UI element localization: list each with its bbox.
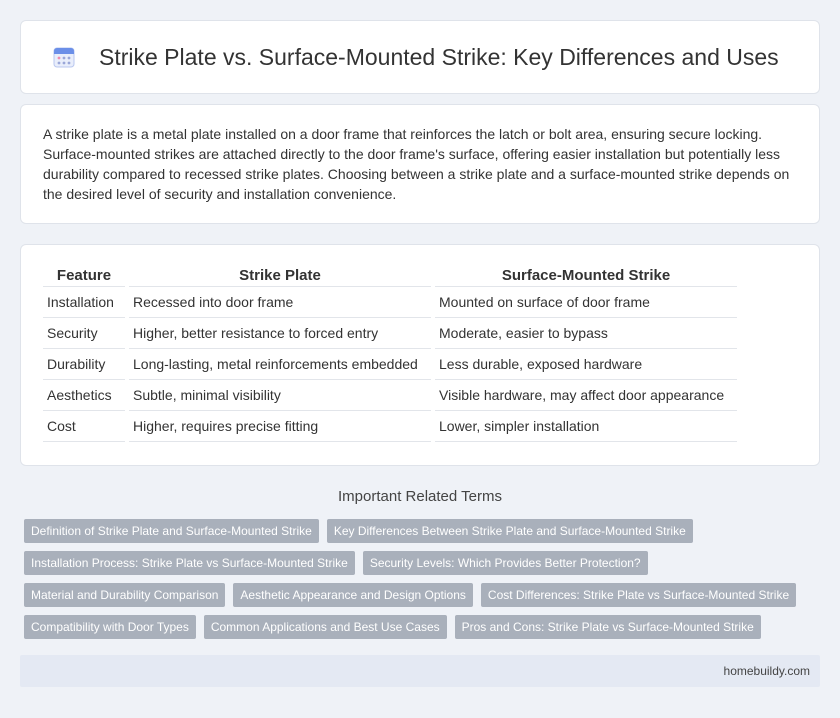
table-row [43,287,737,318]
table-cell-surface-mounted: Moderate, easier to bypass [435,318,737,349]
table-cell-feature: Aesthetics [43,380,125,411]
footer [20,655,820,687]
table-row [43,349,737,380]
intro-paragraph: A strike plate is a metal plate installed on a door frame that reinforces the latch or bolt area, ensuring secure locking. Surface-mounted strikes are attached directly to the door frame's surface, offering easier installation but potentially less durability compared to recessed strike plates. Choosing between a strike plate and a surface-mounted strike depends on the desired level of security and installation convenience. [43,126,790,202]
page-title: Strike Plate vs. Surface-Mounted Strike: Key Differences and Uses [99,43,779,70]
related-terms-list [24,519,814,639]
comparison-table-card [20,244,820,466]
table-row [43,411,737,442]
related-term-tag[interactable]: Common Applications and Best Use Cases [204,615,447,639]
header-card [20,20,820,94]
related-term-tag[interactable]: Definition of Strike Plate and Surface-Mounted Strike [24,519,319,543]
table-cell-surface-mounted: Lower, simpler installation [435,411,737,442]
table-cell-strike-plate: Recessed into door frame [129,287,431,318]
related-term-tag[interactable]: Compatibility with Door Types [24,615,196,639]
related-term-tag[interactable]: Material and Durability Comparison [24,583,225,607]
table-cell-surface-mounted: Mounted on surface of door frame [435,287,737,318]
table-row [43,318,737,349]
related-terms-heading: Important Related Terms [338,488,502,505]
column-header-feature: Feature [43,265,125,287]
related-term-tag[interactable]: Pros and Cons: Strike Plate vs Surface-Mounted Strike [455,615,761,639]
table-header-row [43,265,737,287]
table-cell-surface-mounted: Less durable, exposed hardware [435,349,737,380]
table-cell-feature: Security [43,318,125,349]
comparison-table [39,265,741,442]
table-cell-strike-plate: Subtle, minimal visibility [129,380,431,411]
related-term-tag[interactable]: Security Levels: Which Provides Better Protection? [363,551,648,575]
table-cell-surface-mounted: Visible hardware, may affect door appearance [435,380,737,411]
table-cell-feature: Durability [43,349,125,380]
calendar-icon [51,44,77,70]
related-term-tag[interactable]: Installation Process: Strike Plate vs Surface-Mounted Strike [24,551,355,575]
footer-site-link[interactable]: homebuildy.com [723,664,810,678]
table-cell-feature: Installation [43,287,125,318]
table-cell-strike-plate: Long-lasting, metal reinforcements embedded [129,349,431,380]
related-term-tag[interactable]: Cost Differences: Strike Plate vs Surface-Mounted Strike [481,583,796,607]
column-header-strike-plate: Strike Plate [129,265,431,287]
table-cell-feature: Cost [43,411,125,442]
column-header-surface-mounted: Surface-Mounted Strike [435,265,737,287]
related-term-tag[interactable]: Key Differences Between Strike Plate and Surface-Mounted Strike [327,519,693,543]
intro-card [20,104,820,224]
table-cell-strike-plate: Higher, requires precise fitting [129,411,431,442]
table-row [43,380,737,411]
related-term-tag[interactable]: Aesthetic Appearance and Design Options [233,583,472,607]
table-cell-strike-plate: Higher, better resistance to forced entry [129,318,431,349]
